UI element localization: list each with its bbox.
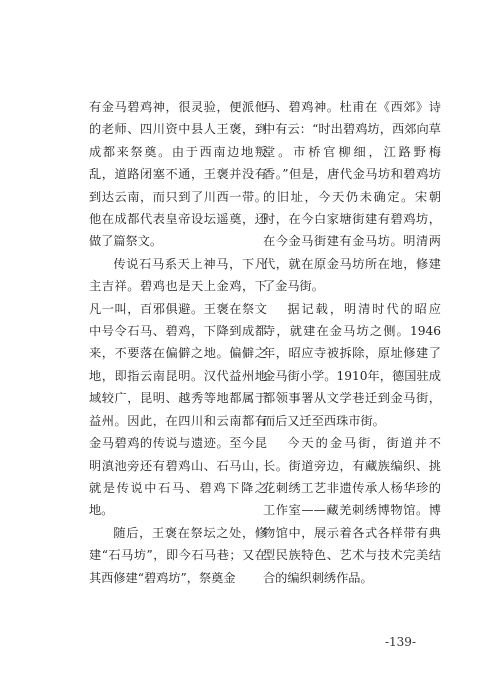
page-number: -139- <box>384 635 416 649</box>
paragraph: 有金马碧鸡神，很灵验，便派他的老师、四川资中县人王褒，到成都来祭奠。由于西南边地叛乱，道路闭塞不通，王褒并没有到达云南，而只到了川西一带。他在成都代表皇帝设坛遥奠，还做了篇祭文。 <box>89 100 267 249</box>
paragraph: 随后，王褒在祭坛之处，修建“石马坊”，即今石马巷；又在其西修建“碧鸡坊”，祭奠金 <box>89 525 267 585</box>
paragraph: 传说石马系天上神马，下凡主吉祥。碧鸡也是天上金鸡，下凡一叫，百邪俱避。王褒在祭文中号令石马、碧鸡，下降到成都来，不要落在偏僻之地。偏僻之地，即指云南昆明。汉代益州地域较广，昆明、越秀等地都属于益州。因此，在四川和云南都有金马碧鸡的传说与遗迹。至今昆明滇池旁还有碧鸡山、石马山，就是传说中石马、碧鸡下降之地。 <box>89 256 267 518</box>
right-text-column <box>263 96 441 589</box>
left-text-column <box>89 96 267 589</box>
paragraph: 马、碧鸡神。杜甫在《西郊》诗中有云：“时出碧鸡坊，西郊向草堂。市桥官柳细，江路野梅香。”但是，唐代金马坊和碧鸡坊的旧址，今天仍未确定。宋朝时，在今白家塘街建有碧鸡坊，在今金马街建有金马坊。明清两代，就在原金马坊所在地，修建了金马街。 <box>263 100 441 294</box>
paragraph: 今天的金马街，街道并不长。街道旁边，有藏族编织、挑花刺绣工艺非遗传承人杨华珍的工作室——藏羌刺绣博物馆。博物馆中，展示着各式各样带有典型民族特色、艺术与技术完美结合的编织刺绣作品。 <box>263 436 441 585</box>
paragraph: 据记载，明清时代的昭应寺，就建在金马坊之侧。1946年，昭应寺被拆除，原址修建了金马街小学。1910年，德国驻成都领事署从文学巷迁到金马街，而后又迁至西珠市街。 <box>263 301 441 428</box>
